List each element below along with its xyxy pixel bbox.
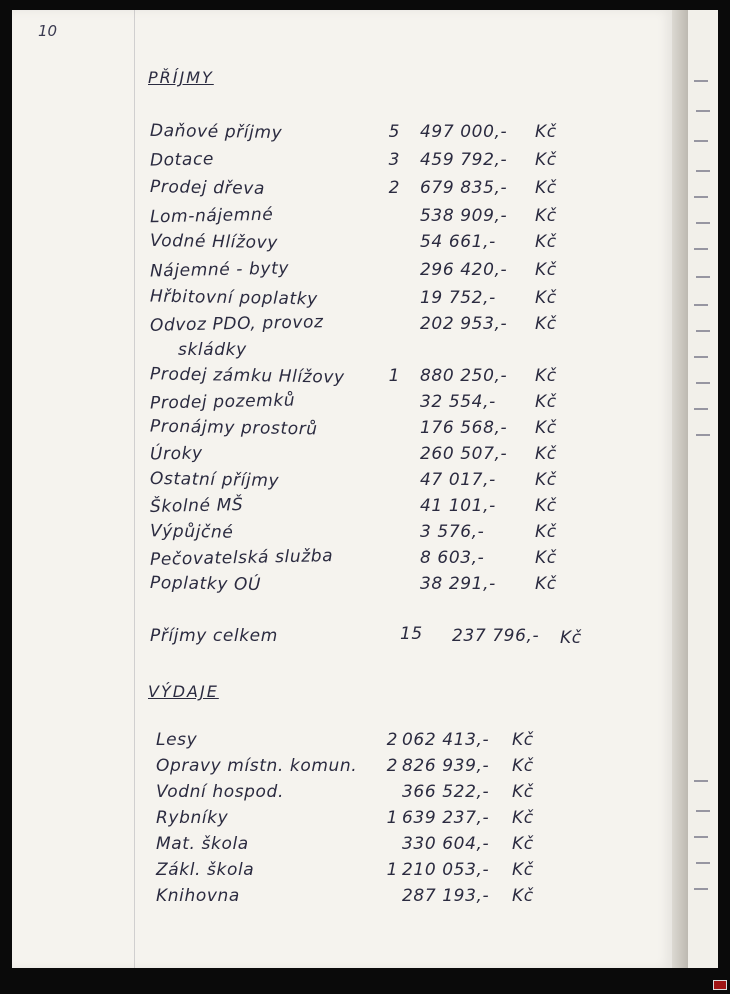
income-item-amount: 176 568,- (420, 418, 508, 438)
income-item-currency: Kč (535, 548, 557, 568)
income-item-currency: Kč (535, 232, 557, 252)
income-item-label: Ostatní příjmy (149, 468, 280, 492)
income-item-label: Pečovatelská služba (149, 546, 334, 570)
income-item-millions: 3 (388, 150, 400, 170)
adjacent-page-edge (688, 10, 718, 968)
expense-item-millions: 1 (386, 808, 398, 828)
income-item-amount: 8 603,- (420, 548, 485, 568)
income-item-millions: 5 (388, 122, 400, 142)
expense-item-millions: 1 (386, 860, 398, 880)
income-item-label: Prodej dřeva (149, 176, 266, 200)
income-item-label: Dotace (149, 149, 215, 171)
income-item-amount: 41 101,- (420, 496, 496, 516)
expense-item-amount: 826 939,- (402, 756, 490, 776)
margin-line (134, 10, 135, 968)
expense-item-label: Rybníky (156, 808, 229, 828)
income-item-currency: Kč (535, 150, 557, 170)
expense-item-label: Mat. škola (156, 834, 249, 854)
income-item-amount: 260 507,- (420, 444, 508, 464)
income-item-label: Pronájmy prostorů (149, 416, 318, 440)
income-item-label: Nájemné - byty (149, 258, 290, 282)
expense-item-currency: Kč (512, 886, 534, 906)
expense-item-millions: 2 (386, 756, 398, 776)
expense-item-currency: Kč (512, 860, 534, 880)
expense-item-millions: 2 (386, 730, 398, 750)
income-item-amount: 202 953,- (420, 314, 508, 334)
income-item-currency: Kč (535, 366, 557, 386)
income-total-millions: 15 (400, 624, 423, 644)
income-item-label: Výpůjčné (149, 521, 234, 543)
income-item-amount: 296 420,- (420, 260, 508, 280)
income-item-amount: 54 661,- (420, 232, 496, 252)
income-item-currency: Kč (535, 418, 557, 438)
income-item-label: Poplatky OÚ (149, 573, 262, 595)
income-item-amount: 47 017,- (420, 470, 496, 490)
notebook-page (12, 10, 672, 968)
income-item-currency: Kč (535, 470, 557, 490)
income-item-currency: Kč (535, 574, 557, 594)
expense-item-currency: Kč (512, 756, 534, 776)
income-item-label: Daňové příjmy (149, 120, 283, 144)
expense-item-amount: 330 604,- (402, 834, 490, 854)
income-item-label: Odvoz PDO, provoz (149, 312, 324, 336)
expense-item-label: Knihovna (156, 886, 240, 906)
expense-item-label: Lesy (156, 730, 198, 750)
income-item-currency: Kč (535, 496, 557, 516)
expense-item-label: Vodní hospod. (156, 782, 284, 802)
expense-item-amount: 639 237,- (402, 808, 490, 828)
expense-item-label: Opravy místn. komun. (156, 756, 358, 776)
income-item-amount: 459 792,- (420, 150, 508, 170)
income-item-currency: Kč (535, 206, 557, 226)
expenses-heading: VÝDAJE (148, 682, 219, 701)
income-item-label: Hřbitovní poplatky (149, 286, 318, 310)
income-item-currency: Kč (535, 392, 557, 412)
income-item-amount: 538 909,- (420, 206, 508, 226)
income-item-amount: 38 291,- (420, 574, 496, 594)
expense-item-amount: 062 413,- (402, 730, 490, 750)
expense-item-amount: 210 053,- (402, 860, 490, 880)
income-item-amount: 3 576,- (420, 522, 485, 542)
income-item-millions: 1 (388, 366, 400, 386)
income-item-currency: Kč (535, 444, 557, 464)
income-item-label: Prodej pozemků (149, 390, 296, 414)
scan-marker (713, 980, 727, 990)
income-item-amount: 880 250,- (420, 366, 508, 386)
income-item-label: Úroky (149, 443, 203, 465)
income-total-label: Příjmy celkem (150, 626, 278, 646)
income-item-currency: Kč (535, 122, 557, 142)
expense-item-currency: Kč (512, 782, 534, 802)
income-item-currency: Kč (535, 260, 557, 280)
income-item-label-cont: skládky (178, 340, 247, 360)
income-item-amount: 32 554,- (420, 392, 496, 412)
income-item-amount: 679 835,- (420, 178, 508, 198)
income-item-currency: Kč (535, 314, 557, 334)
expense-item-currency: Kč (512, 834, 534, 854)
income-item-amount: 497 000,- (420, 122, 508, 142)
income-item-label: Vodné Hlížovy (149, 230, 279, 254)
expense-item-amount: 287 193,- (402, 886, 490, 906)
page-number: 10 (38, 22, 58, 40)
income-total-amount: 237 796,- (452, 626, 540, 646)
expense-item-label: Zákl. škola (156, 860, 255, 880)
income-item-label: Školné MŠ (149, 495, 244, 517)
income-item-label: Prodej zámku Hlížovy (149, 364, 345, 388)
income-item-currency: Kč (535, 288, 557, 308)
income-item-currency: Kč (535, 522, 557, 542)
book-gutter (672, 10, 688, 968)
income-item-label: Lom-nájemné (149, 204, 274, 228)
expense-item-amount: 366 522,- (402, 782, 490, 802)
expense-item-currency: Kč (512, 808, 534, 828)
income-item-millions: 2 (388, 178, 400, 198)
income-item-amount: 19 752,- (420, 288, 496, 308)
income-total-currency: Kč (560, 628, 582, 648)
income-heading: PŘÍJMY (148, 68, 214, 87)
expense-item-currency: Kč (512, 730, 534, 750)
income-item-currency: Kč (535, 178, 557, 198)
